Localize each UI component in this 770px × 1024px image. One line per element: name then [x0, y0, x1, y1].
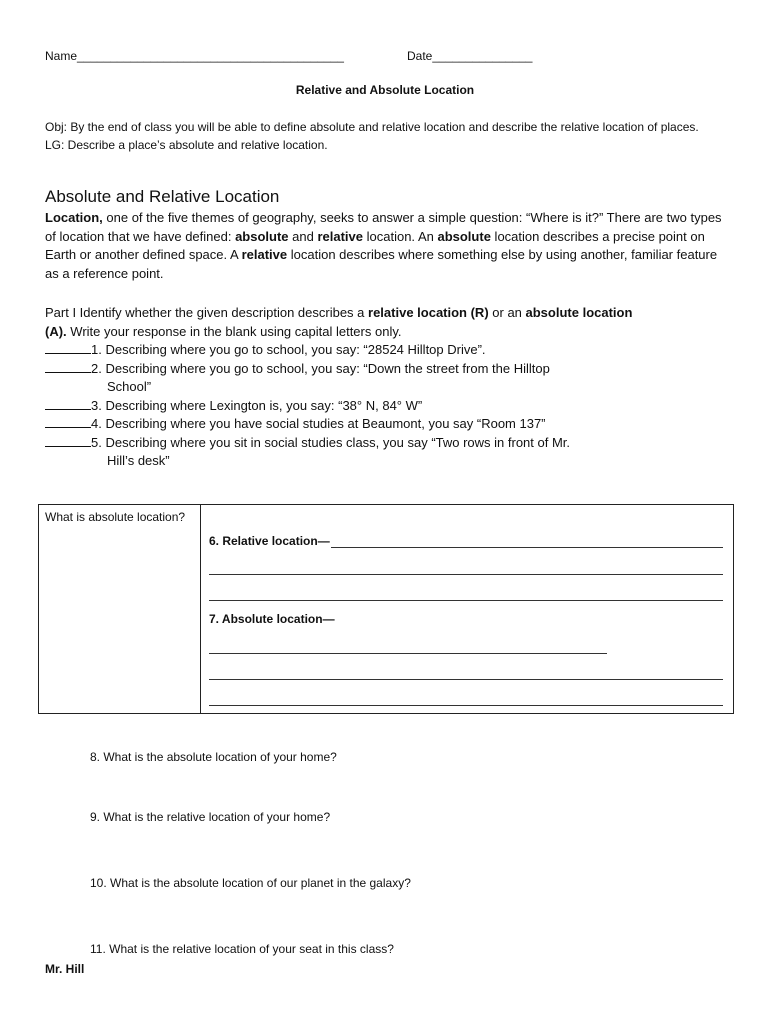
list-item: 2. Describing where you go to school, you say: “Down the street from the Hilltop	[45, 360, 725, 379]
answer-blank[interactable]	[45, 415, 91, 428]
answer-blank[interactable]	[45, 434, 91, 447]
answer-line[interactable]	[209, 574, 723, 575]
question-8: 8. What is the absolute location of your home?	[90, 750, 337, 764]
relative-location-label: relative location (R)	[368, 305, 489, 320]
date-field-label: Date_______________	[407, 49, 533, 63]
answer-line[interactable]	[209, 705, 723, 706]
answer-blank[interactable]	[45, 360, 91, 373]
part-one-or: or an	[488, 305, 526, 320]
question-10: 10. What is the absolute location of our planet in the galaxy?	[90, 876, 411, 890]
objectives	[45, 118, 725, 154]
list-item-continuation: School”	[107, 379, 152, 394]
part-one-lead: Part I Identify whether the given description describes a	[45, 305, 369, 320]
intro-relative-term-2: relative	[241, 247, 288, 262]
intro-text-3: location describes a precise point on Earth or another defined space. A	[45, 228, 705, 262]
absolute-location-abbrev: (A).	[45, 323, 67, 339]
answer-blank[interactable]	[45, 397, 91, 410]
intro-text-1: one of the five themes of geography, seeks to answer a simple question: “Where is it?” There are two types of location that we have defined:	[45, 210, 722, 244]
question-11: 11. What is the relative location of your seat in this class?	[90, 942, 394, 956]
answer-blank[interactable]	[45, 341, 91, 354]
section-heading: Absolute and Relative Location	[45, 187, 280, 206]
intro-absolute-term: absolute	[235, 228, 289, 244]
teacher-name: Mr. Hill	[45, 962, 85, 976]
definition-table	[38, 504, 734, 714]
answer-line[interactable]	[209, 600, 723, 601]
intro-text-4: location describes where something else by using another, familiar feature as a reference point.	[45, 247, 718, 281]
answer-line[interactable]	[331, 547, 723, 548]
intro-relative-term: relative	[317, 228, 364, 244]
part-one-instructions	[45, 304, 725, 341]
page-title: Relative and Absolute Location	[295, 83, 475, 97]
answer-line[interactable]	[209, 679, 723, 680]
list-item: 5. Describing where you sit in social studies class, you say “Two rows in front of Mr.	[45, 434, 725, 453]
name-field-label: Name________________________________________	[45, 49, 344, 63]
intro-absolute-term-2: absolute	[437, 228, 491, 244]
relative-location-prompt: 6. Relative location—	[209, 534, 330, 548]
part-one-section	[45, 304, 725, 471]
objective-text: Obj: By the end of class you will be able to define absolute and relative location and describe the relative location of places.	[45, 120, 699, 134]
header-row	[45, 49, 533, 63]
question-9: 9. What is the relative location of your home?	[90, 810, 331, 824]
list-item: 4. Describing where you have social studies at Beaumont, you say “Room 137”	[45, 415, 725, 434]
absolute-location-prompt: 7. Absolute location—	[209, 612, 335, 626]
intro-location-term: Location,	[45, 210, 103, 225]
intro-and: and	[288, 228, 318, 244]
intro-text-2: location. An	[363, 228, 438, 244]
learning-goal-text: LG: Describe a place’s absolute and relative location.	[45, 138, 328, 152]
part-one-write-instructions: Write your response in the blank using capital letters only.	[66, 323, 402, 339]
answer-line[interactable]	[209, 653, 607, 654]
absolute-location-label: absolute location	[525, 305, 633, 320]
list-item: 3. Describing where Lexington is, you say: “38° N, 84° W”	[45, 397, 725, 416]
intro-paragraph	[45, 209, 725, 283]
table-prompt-cell: What is absolute location?	[39, 505, 201, 713]
list-item: 1. Describing where you go to school, you say: “28524 Hilltop Drive”.	[45, 341, 725, 360]
table-answer-cell	[201, 505, 733, 713]
list-item-continuation: Hill’s desk”	[107, 453, 170, 468]
